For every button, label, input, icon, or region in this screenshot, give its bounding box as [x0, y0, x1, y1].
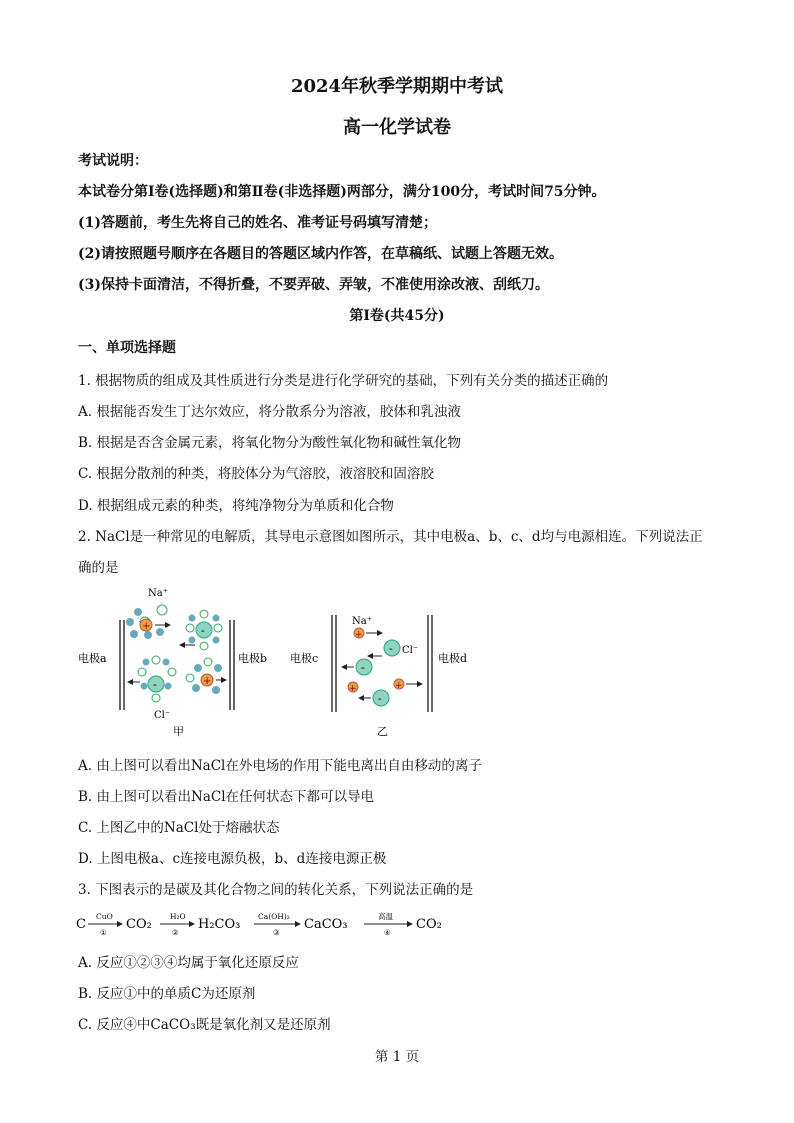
panel-yi	[290, 615, 467, 738]
q1-option-b: B. 根据是否含金属元素，将氧化物分为酸性氧化物和碱性氧化物	[78, 435, 462, 451]
na-ion	[354, 628, 382, 640]
svg-text:+: +	[349, 684, 357, 694]
electrode-d-label: 电极d	[438, 652, 468, 665]
q1-option-d: D. 根据组成元素的种类，将纯净物分为单质和化合物	[78, 498, 394, 514]
na-label-yi: Na⁺	[352, 616, 372, 627]
step-3: ③	[273, 928, 280, 937]
svg-text:-: -	[361, 661, 365, 674]
svg-text:-: -	[378, 692, 382, 705]
svg-text:+: +	[203, 676, 212, 687]
caption-jia: 甲	[173, 725, 184, 738]
reagent-1: CuO	[96, 912, 113, 921]
q3-option-b: B. 反应①中的单质C为还原剂	[78, 986, 256, 1002]
na-label-jia: Na⁺	[148, 588, 168, 599]
reagent-3: Ca(OH)₂	[258, 912, 290, 921]
svg-text:-: -	[201, 624, 205, 637]
species-c: C	[76, 917, 86, 932]
q2-option-c: C. 上图乙中的NaCl处于熔融状态	[78, 820, 280, 836]
q1-option-c: C. 根据分散剂的种类，将胶体分为气溶胶，液溶胶和固溶胶	[78, 466, 434, 482]
instruction-line: (3)保持卡面清洁，不得折叠，不要弄破、弄皱，不准使用涂改液、刮纸刀。	[78, 277, 549, 293]
q3-option-a: A. 反应①②③④均属于氧化还原反应	[78, 955, 299, 971]
step-4: ④	[384, 928, 391, 937]
cl-ion	[368, 640, 400, 656]
cl-label-yi: Cl⁻	[402, 645, 419, 656]
hydrated-cl-ion	[180, 610, 222, 650]
panel-jia	[78, 588, 267, 738]
svg-text:+: +	[355, 630, 363, 640]
q3-stem: 3. 下图表示的是碳及其化合物之间的转化关系，下列说法正确的是	[78, 882, 474, 898]
species-co2: CO₂	[126, 917, 152, 932]
q2-option-d: D. 上图电极a、c连接电源负极，b、d连接电源正极	[78, 851, 387, 867]
hydrated-cl-ion	[128, 656, 176, 702]
exam-subtitle: 高一化学试卷	[343, 117, 451, 138]
svg-text:-: -	[153, 678, 157, 691]
reagent-2: H₂O	[170, 912, 186, 921]
page-number: 第 1 页	[374, 1049, 420, 1065]
q1-stem: 1. 根据物质的组成及其性质进行分类是进行化学研究的基础，下列有关分类的描述正确的	[78, 373, 609, 389]
step-2: ②	[172, 928, 179, 937]
q2-stem-line1: 2. NaCl是一种常见的电解质，其导电示意图如图所示，其中电极a、b、c、d均与电源相连。下列说法正	[78, 529, 703, 545]
electrode-b-label: 电极b	[238, 652, 268, 665]
svg-text:+: +	[142, 621, 151, 632]
exam-title: 2024年秋季学期期中考试	[290, 76, 504, 97]
nacl-conduction-figure	[70, 580, 490, 745]
section-heading: 一、单项选择题	[78, 340, 176, 356]
electrode-a-label: 电极a	[78, 652, 107, 665]
na-ion	[394, 679, 422, 691]
q2-option-a: A. 由上图可以看出NaCl在外电场的作用下能电离出自由移动的离子	[78, 758, 482, 774]
hydrated-na-ion	[126, 605, 170, 639]
species-co2-final: CO₂	[416, 917, 442, 932]
hydrated-na-ion	[186, 658, 226, 694]
cl-ion	[342, 659, 372, 675]
species-caco3: CaCO₃	[304, 917, 348, 932]
step-1: ①	[100, 928, 107, 937]
caption-yi: 乙	[377, 725, 388, 738]
instruction-line: 本试卷分第Ⅰ卷(选择题)和第Ⅱ卷(非选择题)两部分，满分100分，考试时间75分钟。	[78, 184, 606, 200]
na-ion	[348, 682, 358, 694]
species-h2co3: H₂CO₃	[198, 917, 241, 932]
instructions-heading: 考试说明：	[78, 153, 148, 169]
carbon-conversion-chain	[74, 908, 474, 938]
svg-text:+: +	[395, 681, 403, 691]
electrode-c-label: 电极c	[290, 652, 319, 665]
q2-stem-line2: 确的是	[78, 560, 119, 576]
condition-4: 高温	[378, 912, 393, 921]
instruction-line: (1)答题前，考生先将自己的姓名、准考证号码填写清楚；	[78, 215, 437, 231]
q3-option-c: C. 反应④中CaCO₃既是氧化剂又是还原剂	[78, 1017, 331, 1033]
svg-text:-: -	[389, 642, 393, 655]
cl-label-jia: Cl⁻	[154, 710, 171, 721]
cl-ion	[359, 690, 389, 706]
part-title: 第Ⅰ卷(共45分)	[349, 308, 445, 324]
instruction-line: (2)请按照题号顺序在各题目的答题区域内作答，在草稿纸、试题上答题无效。	[78, 246, 563, 262]
q2-option-b: B. 由上图可以看出NaCl在任何状态下都可以导电	[78, 789, 375, 805]
q1-option-a: A. 根据能否发生丁达尔效应，将分散系分为溶液，胶体和乳浊液	[78, 404, 461, 420]
